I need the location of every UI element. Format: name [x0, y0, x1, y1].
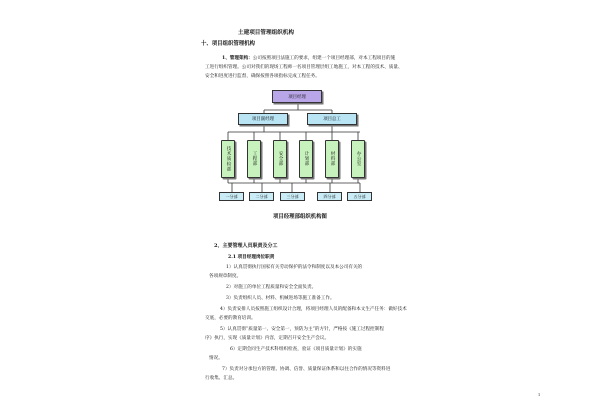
- duty-item-5a-extra: 程控制程: [365, 327, 384, 332]
- document-title: 土建项目管理组织机构: [238, 30, 294, 36]
- duty-item-5a: [220, 327, 384, 333]
- duty-item-7a-text: 7）负责对分承包方的管理、协调、信誉、质量保证体系和以往合作的情况: [222, 367, 372, 372]
- org-box-team-2: 二分部: [249, 192, 274, 201]
- duty-item-5a-text: 5）认真贯彻“质量第一、安全第一，预防为主”的方针，严格按《施工过: [220, 327, 366, 332]
- org-box-team-3: 三分部: [280, 192, 305, 201]
- org-box-team-5: 五分部: [347, 192, 372, 201]
- mgmt-text-1: 公司按照项目法施工的要求，组建一个项目经理部，对本工程项目的施: [252, 56, 396, 61]
- duties-heading: 2、主要管理人员职责及分工: [214, 243, 278, 249]
- duty-item-7a: [222, 367, 390, 373]
- org-box-dept-quality: 技术质检部: [221, 140, 235, 178]
- duty-item-6b: 情况。: [209, 356, 223, 361]
- duty-item-7a-extra: 等资料进: [371, 367, 391, 372]
- org-chart-caption: 项目经理部组织机构图: [273, 214, 327, 220]
- duty-item-7b: 行收集、汇总。: [205, 376, 238, 381]
- duty-item-6a: 6）定期会同生产技术科组织检查，验证《项目质量计划》的实施: [230, 347, 362, 352]
- duty-item-3: 3）负责组织人员、材料、机械进场等施工准备工作。: [226, 296, 335, 301]
- org-box-dept-planning: 计划部: [299, 140, 313, 178]
- org-box-chief-engineer: 项目总工: [307, 113, 357, 125]
- org-box-dept-office: 办公室: [351, 140, 365, 178]
- org-box-team-1: 一分部: [219, 192, 244, 201]
- org-box-dept-materials: 材料部: [325, 140, 339, 178]
- org-box-dept-safety: 安全部: [273, 140, 287, 178]
- mgmt-paragraph-line2: 工进行组织管理。公司对我们的现场工程师一名项目管理层组工地施工，对本工程的技术、质量、: [205, 65, 403, 70]
- mgmt-label: 1、管理架构：: [222, 56, 253, 61]
- duty-item-1b: 各项规章制度。: [209, 274, 242, 279]
- mgmt-paragraph-line3: 安全和进度进行监督，确保按照各项指标完成工程任务。: [205, 74, 320, 79]
- section-heading-org: 十、项目组织管理机构: [201, 41, 255, 47]
- org-box-deputy-manager: 项目副经理: [238, 113, 288, 125]
- duty-item-4a-extra: 做好技术: [388, 307, 407, 312]
- duty-item-4b: 交底，必要的教育培训。: [205, 316, 256, 321]
- duties-subheading: 2.1 项目经理岗位职责: [228, 255, 275, 260]
- org-box-team-4: 四分部: [317, 192, 342, 201]
- duty-item-1a: 1）认真贯彻执行国家有关劳动保护的法令和制度以及本公司有关的: [226, 265, 363, 270]
- duty-item-5b: 序》执行，实现《质量计划》内容，定期召开安全生产会议。: [205, 336, 330, 341]
- duty-item-4a: [220, 307, 407, 313]
- org-box-manager: 项目经理: [272, 90, 322, 103]
- duty-item-4a-text: 4）负责安排人员按照施工组织设计合理，将项目经理人员的配备和本文生产任务：: [220, 307, 389, 312]
- org-box-dept-engineering: 工程部: [247, 140, 261, 178]
- duty-item-2: 2）对施工的单位工程质量和安全全面负责。: [226, 285, 317, 290]
- page-number: 1: [538, 393, 541, 397]
